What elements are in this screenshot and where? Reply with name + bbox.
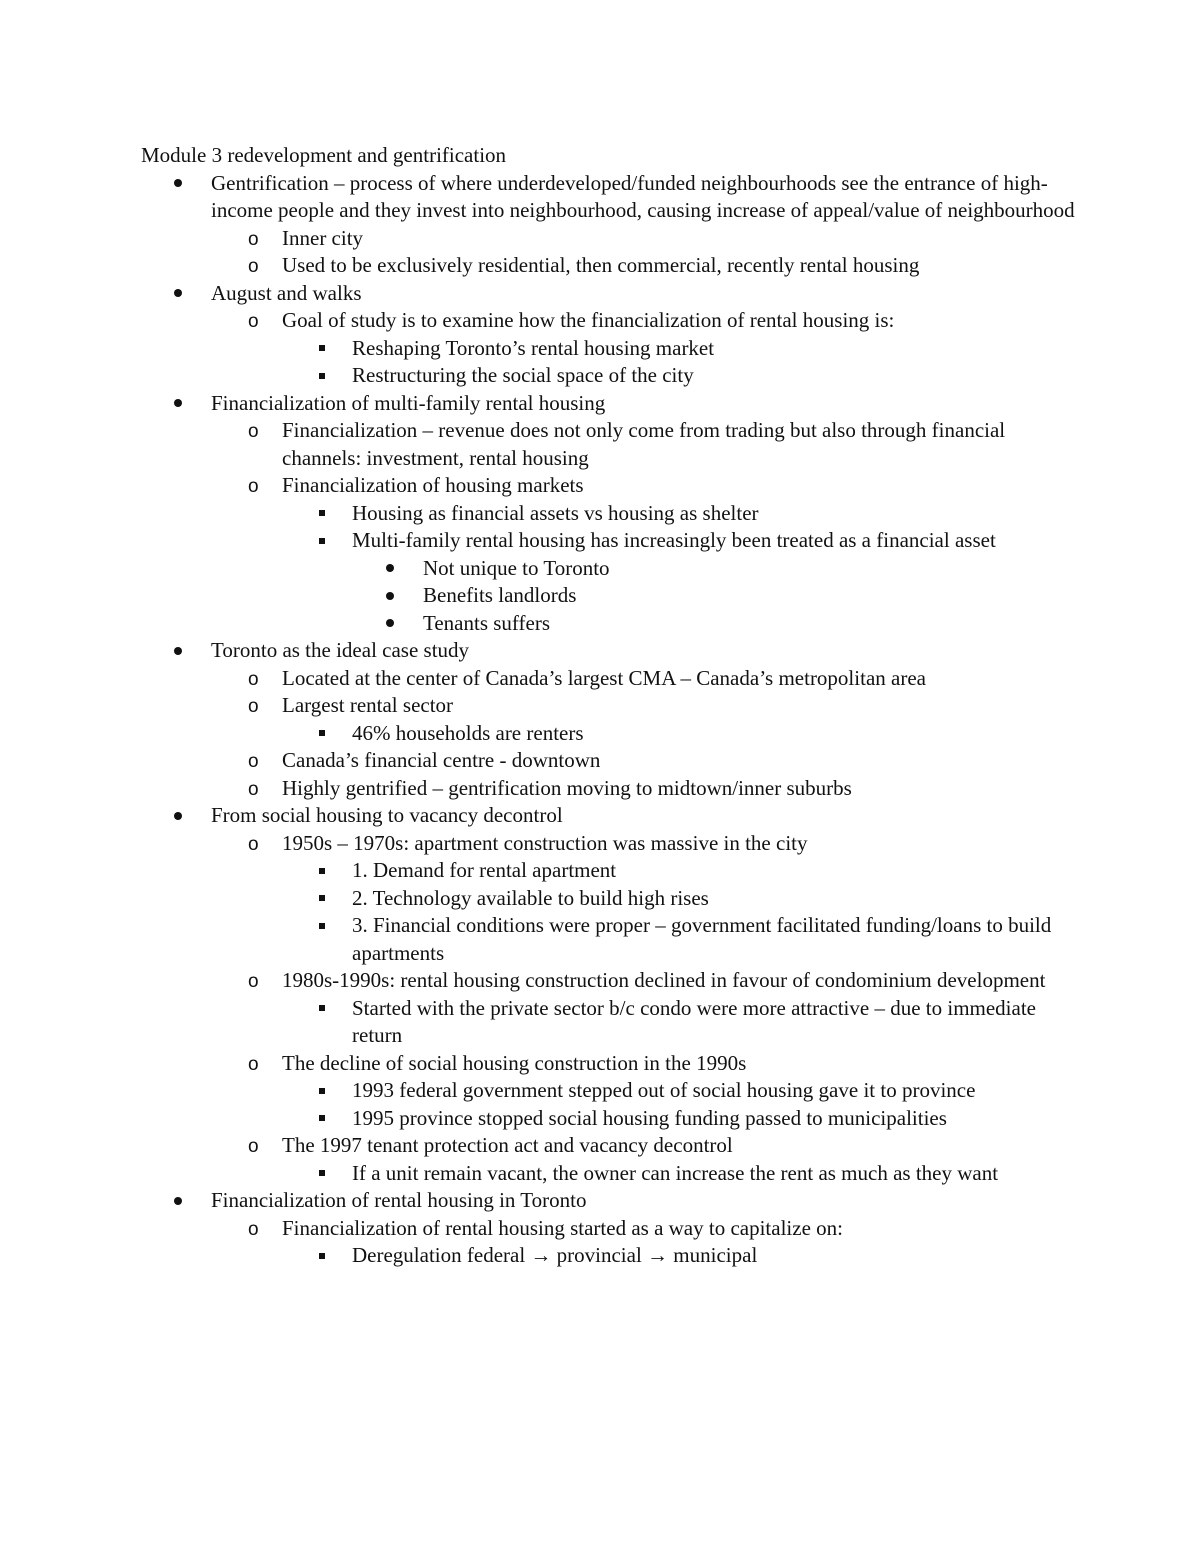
- circle-bullet-icon: o: [248, 228, 259, 250]
- outline-item: [141, 170, 1081, 225]
- outline-item: [141, 637, 1081, 665]
- disc-bullet-icon: [174, 637, 182, 665]
- outline-item: [141, 335, 1081, 363]
- outline-item: [141, 1187, 1081, 1215]
- outline-item-text: Financialization – revenue does not only come from trading but also through financial channels: investment, rental housing: [282, 418, 1006, 470]
- outline-item: [141, 720, 1081, 748]
- square-bullet-icon: [319, 335, 325, 363]
- disc-bullet-icon: [174, 170, 182, 198]
- outline-item: [141, 252, 1081, 280]
- square-bullet-icon: [319, 885, 325, 913]
- outline-item: [141, 857, 1081, 885]
- outline-item: [141, 527, 1081, 555]
- circle-bullet-icon: o: [248, 1053, 259, 1075]
- outline-item-text: Highly gentrified – gentrification moving to midtown/inner suburbs: [282, 775, 852, 800]
- outline-item-text: Financialization of rental housing in Toronto: [211, 1188, 587, 1212]
- outline-item-text: Financialization of rental housing started as a way to capitalize on:: [282, 1215, 843, 1240]
- outline-item-text: 2. Technology available to build high rises: [352, 885, 709, 910]
- outline-item: [141, 830, 1081, 858]
- outline-item: [141, 1105, 1081, 1133]
- outline-item: [141, 692, 1081, 720]
- outline-item: [141, 967, 1081, 995]
- outline-item-text: Tenants suffers: [423, 610, 551, 635]
- outline-item-text: Multi-family rental housing has increasingly been treated as a financial asset: [352, 528, 996, 552]
- outline-item: [141, 775, 1081, 803]
- outline-item-text: Benefits landlords: [423, 583, 577, 607]
- outline-item-text: Financialization of housing markets: [282, 473, 584, 497]
- outline-item: [141, 1160, 1081, 1188]
- outline-item-text: Reshaping Toronto’s rental housing market: [352, 335, 715, 360]
- circle-bullet-icon: o: [248, 668, 259, 690]
- outline-item: [141, 885, 1081, 913]
- outline-item: [141, 362, 1081, 390]
- outline-item: [141, 307, 1081, 335]
- outline-item-text: August and walks: [211, 280, 362, 305]
- disc-bullet-icon: [386, 582, 394, 610]
- outline-item-text: The 1997 tenant protection act and vacancy decontrol: [282, 1133, 733, 1157]
- square-bullet-icon: [319, 500, 325, 528]
- circle-bullet-icon: o: [248, 971, 259, 992]
- outline-list: [141, 170, 1081, 1270]
- square-bullet-icon: [319, 527, 325, 555]
- outline-item: [141, 1132, 1081, 1160]
- outline-item: [141, 500, 1081, 528]
- outline-item-text: Located at the center of Canada’s largest CMA – Canada’s metropolitan area: [282, 665, 926, 690]
- outline-item: [141, 1077, 1081, 1105]
- circle-bullet-icon: o: [248, 311, 259, 332]
- outline-item-text: 3. Financial conditions were proper – government facilitated funding/loans to build apartments: [352, 913, 1052, 965]
- square-bullet-icon: [319, 995, 325, 1023]
- square-bullet-icon: [319, 1160, 325, 1188]
- outline-item-text: Toronto as the ideal case study: [211, 638, 470, 662]
- square-bullet-icon: [319, 1077, 325, 1105]
- outline-item-text: 1995 province stopped social housing funding passed to municipalities: [352, 1105, 947, 1130]
- outline-item: [141, 390, 1081, 418]
- outline-item: [141, 225, 1081, 253]
- outline-item-text: The decline of social housing construction in the 1990s: [282, 1050, 747, 1075]
- outline-item: [141, 1050, 1081, 1078]
- outline-item-text: 1. Demand for rental apartment: [352, 858, 617, 882]
- outline-item: [141, 1215, 1081, 1243]
- outline-item: [141, 610, 1081, 638]
- outline-item: [141, 995, 1081, 1050]
- outline-item: [141, 582, 1081, 610]
- outline-item-text: Gentrification – process of where underdeveloped/funded neighbourhoods see the entrance of high-income people and they invest into neighbourhood, causing increase of appeal/value of neighbourhood: [211, 170, 1075, 222]
- circle-bullet-icon: o: [248, 421, 259, 442]
- outline-item-text: Housing as financial assets vs housing as shelter: [352, 500, 759, 525]
- outline-item: [141, 472, 1081, 500]
- document-title: Module 3 redevelopment and gentrification: [141, 143, 507, 167]
- outline-item: [141, 555, 1081, 583]
- outline-item-text: 1993 federal government stepped out of social housing gave it to province: [352, 1078, 976, 1102]
- outline-item: [141, 802, 1081, 830]
- outline-item-text: If a unit remain vacant, the owner can increase the rent as much as they want: [352, 1160, 999, 1185]
- outline-item-text: From social housing to vacancy decontrol: [211, 803, 563, 827]
- outline-item-text: Started with the private sector b/c condo were more attractive – due to immediate return: [352, 995, 1036, 1047]
- circle-bullet-icon: o: [248, 1136, 259, 1157]
- outline-item: [141, 280, 1081, 308]
- square-bullet-icon: [319, 720, 325, 748]
- square-bullet-icon: [319, 912, 325, 940]
- outline-item: [141, 1242, 1081, 1270]
- outline-item-text: Canada’s financial centre - downtown: [282, 748, 601, 772]
- outline-item-text: Largest rental sector: [282, 693, 454, 717]
- outline-item-text: Not unique to Toronto: [423, 555, 610, 580]
- disc-bullet-icon: [174, 802, 182, 830]
- circle-bullet-icon: o: [248, 476, 259, 497]
- circle-bullet-icon: o: [248, 833, 259, 855]
- circle-bullet-icon: o: [248, 1218, 259, 1240]
- circle-bullet-icon: o: [248, 751, 259, 772]
- square-bullet-icon: [319, 1242, 325, 1270]
- outline-item: [141, 747, 1081, 775]
- square-bullet-icon: [319, 857, 325, 885]
- outline-item: [141, 417, 1081, 472]
- outline-item-text: Deregulation federal → provincial → municipal: [352, 1243, 758, 1267]
- outline-item-text: 1950s – 1970s: apartment construction was massive in the city: [282, 830, 808, 855]
- outline-item-text: Used to be exclusively residential, then commercial, recently rental housing: [282, 253, 920, 277]
- document-page: [141, 142, 1081, 1270]
- outline-item-text: 46% households are renters: [352, 720, 584, 745]
- disc-bullet-icon: [174, 280, 182, 308]
- outline-item-text: Restructuring the social space of the city: [352, 363, 694, 387]
- disc-bullet-icon: [386, 555, 394, 583]
- disc-bullet-icon: [174, 390, 182, 418]
- square-bullet-icon: [319, 1105, 325, 1133]
- outline-item-text: Inner city: [282, 225, 364, 250]
- circle-bullet-icon: o: [248, 778, 259, 800]
- circle-bullet-icon: o: [248, 696, 259, 717]
- outline-item-text: Goal of study is to examine how the financialization of rental housing is:: [282, 308, 895, 332]
- outline-item: [141, 665, 1081, 693]
- outline-item-text: Financialization of multi-family rental housing: [211, 390, 606, 415]
- outline-item-text: 1980s-1990s: rental housing construction declined in favour of condominium development: [282, 968, 1046, 992]
- disc-bullet-icon: [174, 1187, 182, 1215]
- outline-item: [141, 912, 1081, 967]
- circle-bullet-icon: o: [248, 256, 259, 277]
- square-bullet-icon: [319, 362, 325, 390]
- disc-bullet-icon: [386, 610, 394, 638]
